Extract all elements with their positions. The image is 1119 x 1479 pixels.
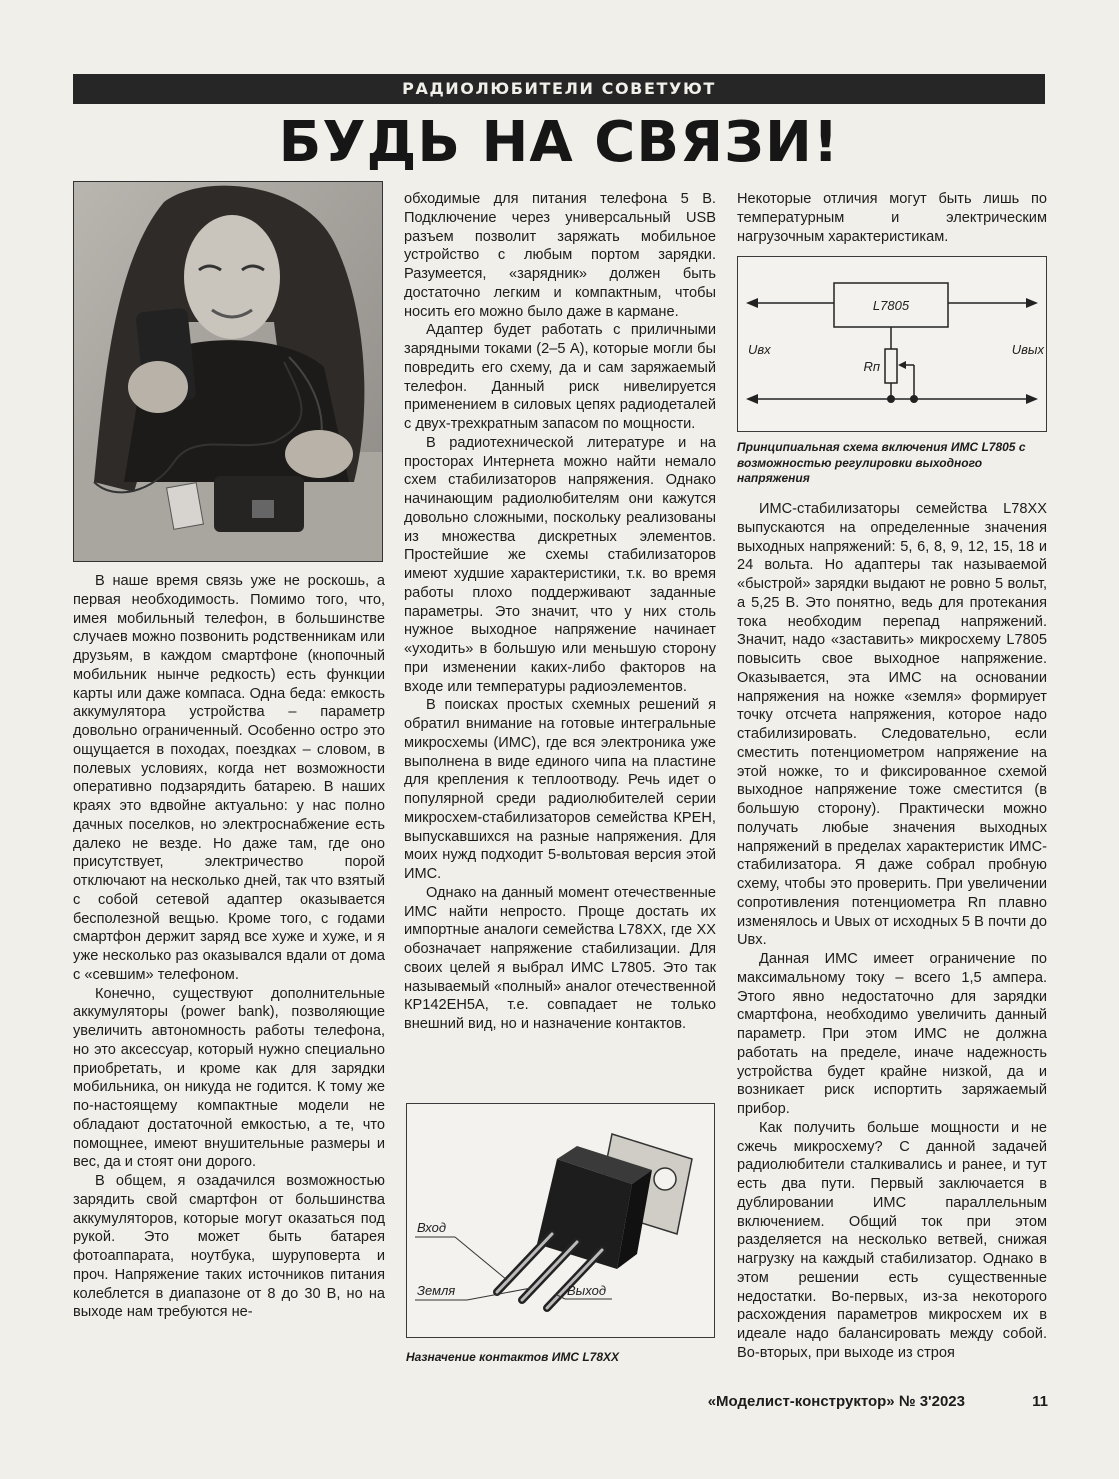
paragraph: Конечно, существуют дополнительные аккумуляторы (power bank), позволяющие увеличить автономность работы телефона, но это аксессуар, который нужно специально приобретать, и кроме как для зарядки мобильника, он никуда не годится. К тому же по-настоящему компактные модели не обладают достаточной емкостью, а те, что помощнее, имеют внушительные размеры и вес, да и стоят они дорого. [73, 985, 385, 1171]
article-title: БУДЬ НА СВЯЗИ! [278, 110, 840, 175]
pinout-caption: Назначение контактов ИМС L78XX [406, 1350, 620, 1364]
pinout-figure [406, 1103, 715, 1338]
paragraph: В общем, я озадачился возможностью зарядить свой смартфон от большинства аккумуляторов, которые могут оказаться под рукой. Это может быть батарея фотоаппарата, ноутбука, шуруповерта и проч. Напряжение таких источников питания колеблется в диапазоне от 8 до 30 В, но на выходе нам требуются не- [73, 1173, 385, 1321]
page-number: 11 [1032, 1393, 1048, 1410]
potentiometer-label: Rп [863, 359, 880, 374]
paragraph: обходимые для питания телефона 5 В. Подключение через универсальный USB разъем позволит заряжать мобильное устройство с любым портом зарядки. Разумеется, «зарядник» должен быть достаточно легким и компактным, чтобы носить его можно было даже в кармане. [404, 191, 716, 320]
pin-label-input: Вход [417, 1220, 447, 1235]
output-voltage-label: Uвых [1011, 342, 1044, 357]
pin-label-ground: Земля [417, 1283, 456, 1298]
magazine-issue: «Моделист-конструктор» № 3'2023 [707, 1393, 965, 1410]
schematic-caption: Принципиальная схема включения ИМС L7805 с возможностью регулировки выходного напряжения [737, 440, 1026, 485]
column-3-bottom [737, 500, 1047, 1363]
author-photo [73, 181, 383, 562]
regulator-circuit-icon [738, 257, 1046, 431]
chip-label: L7805 [872, 298, 910, 313]
column-2 [404, 190, 716, 1034]
to220-chip-icon [407, 1104, 714, 1337]
paragraph: В радиотехнической литературе и на просторах Интернета можно найти немало схем стабилизаторов напряжения. Однако начинающим радиолюбителям они кажутся довольно сложными, поскольку реализованы из множества дискретных элементов. Простейшие же схемы стабилизаторов имеют худшие характеристики, т.к. во время работы плохо поддерживают заданные параметры. Это значит, что у них столь нужное выходное напряжение начинает «уходить» в большую или меньшую сторону при изменении каких-либо факторов на входе или температуры радиоэлементов. [404, 434, 716, 695]
column-1 [73, 572, 385, 1322]
person-holding-phone-charger-image [74, 182, 383, 562]
paragraph: В наше время связь уже не роскошь, а первая необходимость. Помимо того, что, имея мобильный телефон, в большинстве случаев можно позвонить родственникам или друзьям, в каждом смартфоне (кнопочный мобильник нынче редкость) есть функции карты или даже компаса. Одна беда: емкость аккумулятора устройства – параметр довольно ограниченный. Особенно остро это ощущается в походах, поездках – словом, в полевых условиях, когда нет возможности оперативно подзарядить батарею. В наших краях это вдвойне актуально: у нас полно дачных поселков, но электроснабжение есть далеко не везде. Но даже там, где оно присутствует, электричество порой отключают на несколько дней, так что взятый с собой сетевой адаптер оказывается бесполезной вещью. Кроме того, с годами смартфон держит заряд все хуже и хуже, и я уже несколько раз оказывался вдали от дома с «севшим» телефоном. [73, 573, 385, 983]
section-rubric: РАДИОЛЮБИТЕЛИ СОВЕТУЮТ [73, 74, 1045, 104]
paragraph: В поисках простых схемных решений я обратил внимание на готовые интегральные микросхемы (ИМС), где вся электроника уже выполнена в виде единого чипа на пластине для крепления к теплоотводу. Речь идет о популярной среди радиолюбителей серии микросхем-стабилизаторов семейства КРЕН, выпускавшихся на разные напряжения. Для моих нужд подходит 5-вольтовая версия этой ИМС. [404, 697, 716, 882]
paragraph: Адаптер будет работать с приличными зарядными токами (2–5 А), которые могли бы повредить его схему, да и сам заряжаемый телефон. Данный риск нивелируется применением в силовых цепях радиодеталей с двух-трехкратным запасом по мощности. [404, 322, 716, 432]
column-3-top [737, 190, 1047, 246]
schematic-figure [737, 256, 1047, 432]
pin-label-output: Выход [567, 1283, 607, 1298]
paragraph: ИМС-стабилизаторы семейства L78XX выпускаются на определенные значения выходных напряжений: 5, 6, 8, 9, 12, 15, 18 и 24 вольта. Но адаптеры так называемой «быстрой» зарядки выдают не ровно 5 вольт, а 5,25 В. Это понятно, ведь для протекания тока необходим перепад напряжений. Значит, надо «заставить» микросхему L7805 повысить свое выходное напряжение. Оказывается, эта ИМС на основании напряжения на ножке «земля» формирует точку отсчета напряжения, которое надо стабилизировать. Следовательно, если сместить потенциометром напряжение на этой ножке, то и фиксированное схемой выходное напряжение тоже сместится (в большую сторону). Практически можно получать любые значения выходных напряжений в пределах характеристик ИМС-стабилизатора. Я даже собрал пробную схему, чтобы это проверить. При увеличении сопротивления потенциометра Rп плавно изменялось и Uвых от исходных 5 В почти до Uвх. [737, 501, 1047, 949]
paragraph: Некоторые отличия могут быть лишь по температурным и электрическим нагрузочным характеристикам. [737, 191, 1047, 245]
input-voltage-label: Uвх [748, 342, 771, 357]
paragraph: Как получить больше мощности и не сжечь микросхему? С данной задачей радиолюбители сталкивались и ранее, и тут есть два пути. Первый заключается в дублировании ИМС параллельным включением. Общий ток при этом разделяется на несколько ветвей, снижая нагрузку на каждый стабилизатор. Однако в этом решении есть существенные недостатки. Во-первых, из-за некоторого расхождения параметров микросхем их в идеале надо балансировать между собой. Во-вторых, при выходе из строя [737, 1119, 1047, 1361]
paragraph: Данная ИМС имеет ограничение по максимальному току – всего 1,5 ампера. Этого явно недостаточно для зарядки смартфона, необходимо увеличить данный параметр. При этом ИМС не должна работать на пределе, иначе надежность устройства будет крайне низкой, да и возникает риск испортить заряжаемый прибор. [737, 951, 1047, 1117]
paragraph: Однако на данный момент отечественные ИМС найти непросто. Проще достать их импортные аналоги семейства L78XX, где XX обозначает напряжение стабилизации. Для своих целей я выбрал ИМС L7805. Это так называемый «полный» аналог отечественной КР142ЕН5А, т.е. совпадает не только внешний вид, но и назначение контактов. [404, 884, 716, 1032]
